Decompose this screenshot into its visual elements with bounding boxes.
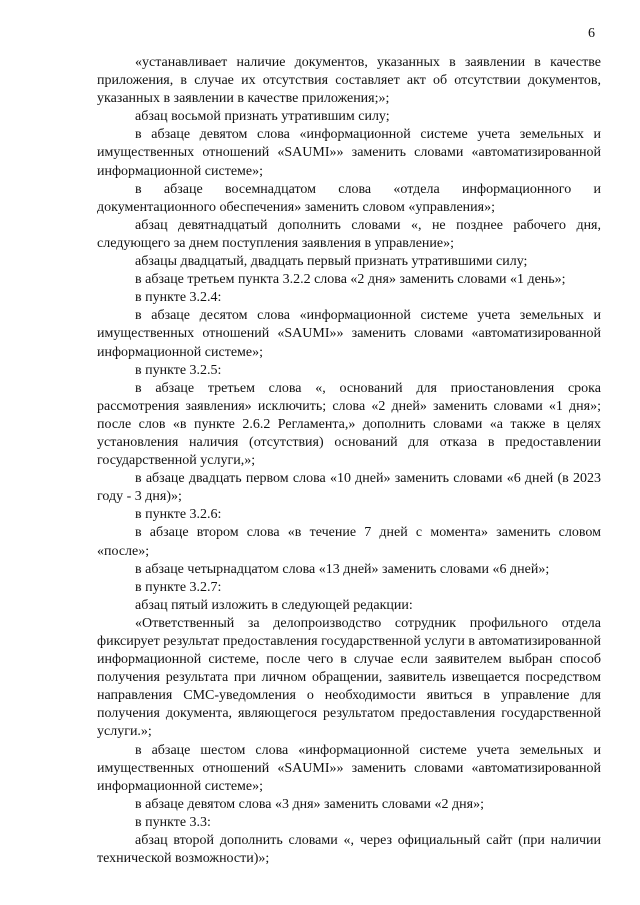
- paragraph: абзац восьмой признать утратившим силу;: [135, 109, 390, 125]
- paragraph: в абзаце восемнадцатом слова «отдела информационного и документационного обеспечения» заменить словом «управления»;: [97, 181, 601, 215]
- paragraph: в пункте 3.2.5:: [135, 362, 222, 378]
- paragraph: в абзаце шестом слова «информационной системе учета земельных и имущественных отношений «SAUMI»» заменить словами «автоматизированной информационной системе»;: [97, 742, 601, 794]
- page-number: 6: [588, 26, 595, 41]
- paragraph: в абзаце двадцать первом слова «10 дней» заменить словами «6 дней (в 2023 году - 3 дня)»;: [97, 471, 601, 505]
- paragraph: в абзаце третьем пункта 3.2.2 слова «2 дня» заменить словами «1 день»;: [135, 272, 566, 288]
- paragraph: «Ответственный за делопроизводство сотрудник профильного отдела фиксирует результат предоставления государственной услуги в автоматизированной информационной системе, после чего в случае если заявителем выбран способ получения результата при личном обращении, заявитель извещается посредством направления СМС-уведомления о необходимости явиться в управление для получения документа, являющегося результатом предоставления государственной услуги.»;: [97, 615, 601, 740]
- paragraph: в пункте 3.3:: [135, 814, 211, 830]
- paragraph: в абзаце девятом слова «3 дня» заменить словами «2 дня»;: [135, 796, 484, 812]
- paragraph: абзац девятнадцатый дополнить словами «, не позднее рабочего дня, следующего за днем поступления заявления в управление»;: [97, 217, 601, 251]
- paragraph: в пункте 3.2.6:: [135, 507, 222, 523]
- paragraph: в пункте 3.2.4:: [135, 290, 222, 306]
- paragraph: в абзаце втором слова «в течение 7 дней с момента» заменить словом «после»;: [97, 525, 601, 559]
- paragraph: в абзаце третьем слова «, оснований для приостановления срока рассмотрения заявления» исключить; слова «2 дней» заменить словами «1 дня»; после слов «в пункте 2.6.2 Регламента,» дополнить словами «а также в целях установления наличия (отсутствия) оснований для отказа в предоставлении государственной услуги,»;: [97, 380, 601, 469]
- paragraph: в абзаце девятом слова «информационной системе учета земельных и имущественных отношений «SAUMI»» заменить словами «автоматизированной информационной системе»;: [97, 127, 601, 179]
- paragraph: абзац второй дополнить словами «, через официальный сайт (при наличии технической возможности)»;: [97, 833, 601, 867]
- paragraph: «устанавливает наличие документов, указанных в заявлении в качестве приложения, в случае их отсутствия составляет акт об отсутствии документов, указанных в заявлении в качестве приложения;»;: [97, 55, 601, 107]
- paragraph: абзац пятый изложить в следующей редакции:: [135, 597, 413, 613]
- paragraph: в абзаце четырнадцатом слова «13 дней» заменить словами «6 дней»;: [135, 561, 550, 577]
- document-body: [97, 54, 601, 868]
- paragraph: абзацы двадцатый, двадцать первый признать утратившими силу;: [135, 254, 528, 270]
- paragraph: в пункте 3.2.7:: [135, 579, 222, 595]
- paragraph: в абзаце десятом слова «информационной системе учета земельных и имущественных отношений «SAUMI»» заменить словами «автоматизированной информационной системе»;: [97, 308, 601, 360]
